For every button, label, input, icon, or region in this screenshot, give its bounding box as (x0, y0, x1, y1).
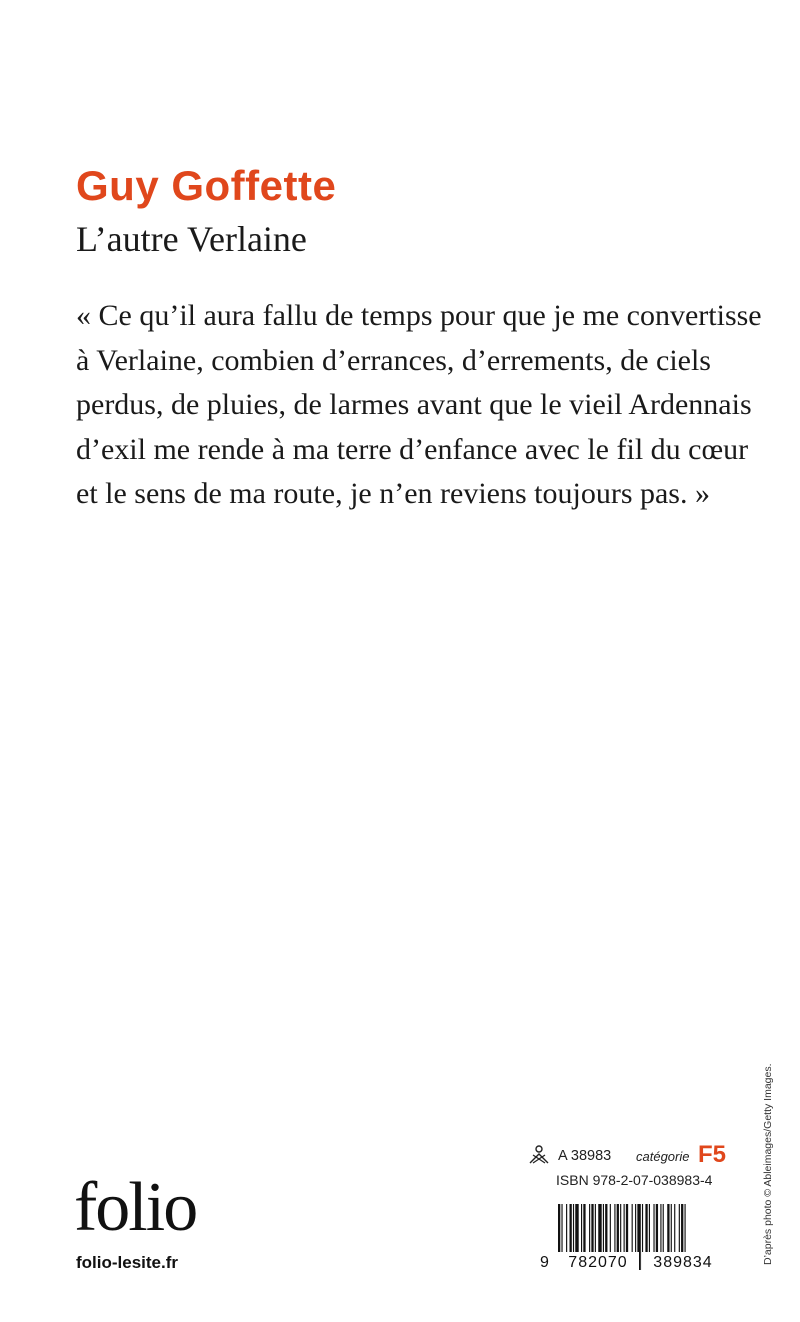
reader-icon (528, 1145, 550, 1165)
folio-logo: folio (74, 1169, 197, 1246)
catalog-reference: A 38983 (558, 1148, 612, 1164)
quote-line: perdus, de pluies, de larmes avant que le vieil Ardennais (76, 388, 752, 421)
quote-line: « Ce qu’il aura fallu de temps pour que je me convertisse (76, 299, 762, 332)
quote-line: à Verlaine, combien d’errances, d’errements, de ciels (76, 343, 711, 377)
quote-line: et le sens de ma route, je n’en reviens toujours pas. » (76, 477, 710, 510)
book-title: L’autre Verlaine (76, 219, 307, 259)
barcode-right-digits: 389834 (642, 1252, 724, 1274)
barcode-left-digits: 782070 (557, 1252, 639, 1274)
catalog-row (528, 1143, 728, 1169)
barcode-first-digit: 9 (540, 1252, 551, 1274)
category-value: F5 (698, 1141, 727, 1168)
publisher-website: folio-lesite.fr (76, 1253, 179, 1272)
author-name: Guy Goffette (76, 162, 337, 209)
quote-line: d’exil me rende à ma terre d’enfance avec le fil du cœur (76, 432, 749, 466)
photo-credit-text: D’après photo © Ableimages/Getty Images. (762, 1063, 774, 1265)
barcode-digits (540, 1252, 730, 1274)
category-label: catégorie (636, 1149, 690, 1164)
back-cover-quote (76, 294, 762, 517)
isbn: ISBN 978-2-07-038983-4 (556, 1172, 713, 1188)
photo-credit (758, 1025, 778, 1270)
